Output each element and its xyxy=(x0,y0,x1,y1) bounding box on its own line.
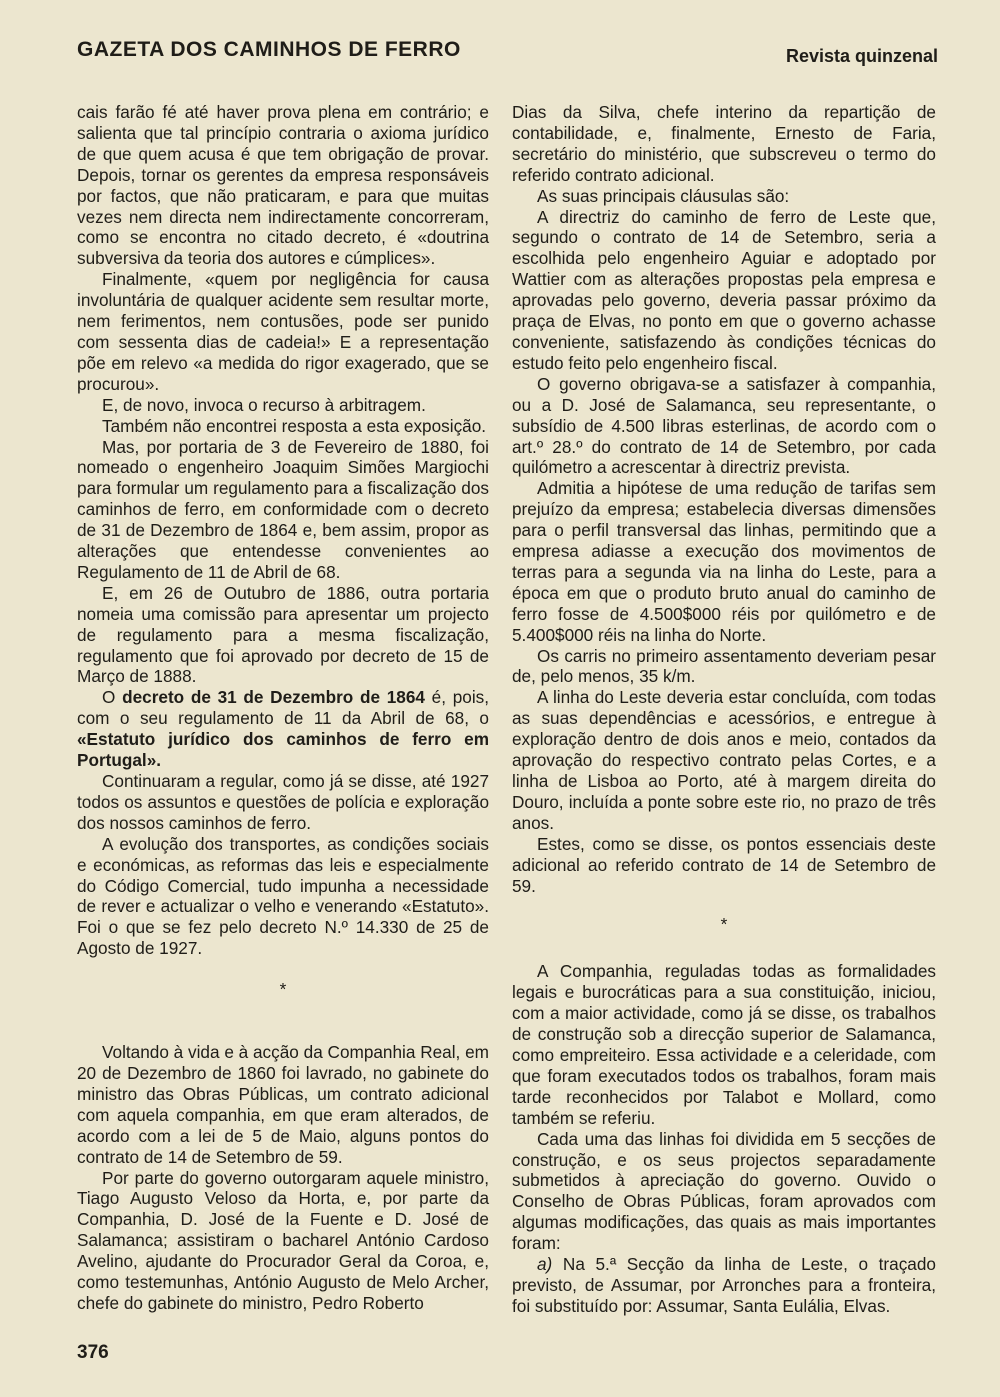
paragraph: Por parte do governo outorgaram aquele ministro, Tiago Augusto Veloso da Horta, e, por parte da Companhia, D. José de la Fuente e D. José de Salamanca; assistiram o bacharel António Cardoso Avelino, ajudante do Procurador Geral da Coroa, e, como testemunhas, António Augusto de Melo Archer, chefe do gabinete do ministro, Pedro Roberto xyxy=(77,1167,489,1313)
paragraph: Os carris no primeiro assentamento deveriam pesar de, pelo menos, 35 k/m. xyxy=(512,645,936,687)
paragraph: Também não encontrei resposta a esta exposição. xyxy=(102,415,487,436)
paragraph: A evolução dos transportes, as condições sociais e económicas, as reformas das leis e especialmente do Código Comercial, tudo impunha a necessidade de rever e actualizar o velho e venerando «Estatuto». Foi o que se fez pelo decreto N.º 14.330 de 25 de Agosto de 1927. xyxy=(77,833,489,959)
paragraph: Mas, por portaria de 3 de Fevereiro de 1880, foi nomeado o engenheiro Joaquim Simões Margiochi para formular um regulamento para a fiscalização dos caminhos de ferro, em conformidade com o decreto de 31 de Dezembro de 1864 e, bem assim, propor as alterações que entendesse convenientes ao Regulamento de 11 de Abril de 68. xyxy=(77,436,489,582)
paragraph: E, em 26 de Outubro de 1886, outra portaria nomeia uma comissão para apresentar um projecto de regulamento para a mesma fiscalização, regulamento que foi aprovado por decreto de 15 de Março de 1888. xyxy=(77,582,489,687)
paragraph: E, de novo, invoca o recurso à arbitragem. xyxy=(102,394,426,415)
section-separator: * xyxy=(279,979,287,1000)
paragraph: Estes, como se disse, os pontos essenciais deste adicional ao referido contrato de 14 de Setembro de 59. xyxy=(512,833,936,896)
right-column xyxy=(512,102,936,1317)
paragraph: cais farão fé até haver prova plena em contrário; e salienta que tal princípio contraria o axioma jurídico de que quem acusa é que tem obrigação de provar. Depois, tornar os gerentes da empresa responsáveis por factos, que não praticaram, e para que muitas vezes nem directa nem indirectamente concorreram, como se encontra no citado decreto, é «doutrina subversiva da teoria dos autores e cúmplices». xyxy=(77,102,489,269)
paragraph: Dias da Silva, chefe interino da repartição de contabilidade, e, finalmente, Ernesto de Faria, secretário do ministério, que subscreveu o termo do referido contrato adicional. xyxy=(512,102,936,185)
paragraph: Admitia a hipótese de uma redução de tarifas sem prejuízo da empresa; estabelecia diversas dimensões para o perfil transversal das linhas, permitindo que a empresa adiasse a execução dos movimentos de terras para a segunda via na linha do Leste, para a época em que o produto bruto anual do caminho de ferro fosse de 4.500$000 réis por quilómetro e de 5.400$000 réis na linha do Norte. xyxy=(512,478,936,645)
paragraph: A Companhia, reguladas todas as formalidades legais e burocráticas para a sua constituição, iniciou, com a maior actividade, como já se disse, os trabalhos de construção sob a direcção superior de Salamanca, como empreiteiro. Essa actividade e a celeridade, com que foram executados todos os trabalhos, foram mais tarde reconhecidos por Talabot e Mollard, como também se referiu. xyxy=(512,961,936,1128)
left-column xyxy=(77,102,489,1314)
journal-title: GAZETA DOS CAMINHOS DE FERRO xyxy=(77,38,461,61)
paragraph: A directriz do caminho de ferro de Leste que, segundo o contrato de 14 de Setembro, seria a escolhida pelo engenheiro Aguiar e adoptado por Wattier com as alterações propostas pela empresa e aprovadas pelo governo, deveria passar próximo da praça de Elvas, no ponto em que o governo achasse conveniente, satisfazendo às condições técnicas do estudo feito pelo engenheiro fiscal. xyxy=(512,206,936,373)
text: O xyxy=(102,687,116,708)
bold-statute: «Estatuto jurídico dos caminhos de ferro em Portugal». xyxy=(77,729,489,771)
text: é, pois, com o seu regulamento de 11 da Abril de 68, o xyxy=(77,687,490,729)
journal-subtitle: Revista quinzenal xyxy=(785,46,938,66)
paragraph: Finalmente, «quem por negligência for causa involuntária de qualquer acidente sem resultar morte, nem ferimentos, nem contusões, pode ser punido com sessenta dias de cadeia!» E a representação põe em relevo «a medida do rigor exagerado, que se procurou». xyxy=(77,269,489,394)
page-number: 376 xyxy=(77,1342,109,1363)
section-separator: * xyxy=(720,914,728,935)
paragraph-statute xyxy=(77,687,489,771)
paragraph: Continuaram a regular, como já se disse, até 1927 todos os assuntos e questões de polícia e exploração dos nossos caminhos de ferro. xyxy=(77,771,489,833)
paragraph: Voltando à vida e à acção da Companhia Real, em 20 de Dezembro de 1860 foi lavrado, no gabinete do ministro das Obras Públicas, um contrato adicional com aquela companhia, em que eram alterados, de acordo com a lei de 5 de Maio, alguns pontos do contrato de 14 de Setembro de 59. xyxy=(77,1042,489,1167)
paragraph: As suas principais cláusulas são: xyxy=(537,185,790,206)
paragraph-list-item xyxy=(512,1254,936,1317)
paragraph: Cada uma das linhas foi dividida em 5 secções de construção, e os seus projectos separadamente submetidos à apreciação do governo. Ouvido o Conselho de Obras Públicas, foram aprovados com algumas modificações, das quais as mais importantes foram: xyxy=(512,1128,936,1254)
bold-decree: decreto de 31 de Dezembro de 1864 xyxy=(122,687,425,708)
paragraph: A linha do Leste deveria estar concluída, com todas as suas dependências e acessórios, e entregue à exploração dentro de dois anos e meio, contados da aprovação do respectivo contrato pelas Cortes, e a linha de Lisboa ao Porto, até à margem direita do Douro, incluída a ponte sobre este rio, no prazo de três anos. xyxy=(512,687,936,833)
list-marker: a) xyxy=(537,1254,553,1275)
paragraph: O governo obrigava-se a satisfazer à companhia, ou a D. José de Salamanca, seu representante, o subsídio de 4.500 libras esterlinas, de acordo com o art.º 28.º do contrato de 14 de Setembro, por cada quilómetro a acrescentar à directriz prevista. xyxy=(512,373,936,478)
text: Na 5.ª Secção da linha de Leste, o traçado previsto, de Assumar, por Arronches para a fronteira, foi substituído por: Assumar, Santa Eulália, Elvas. xyxy=(512,1254,936,1316)
